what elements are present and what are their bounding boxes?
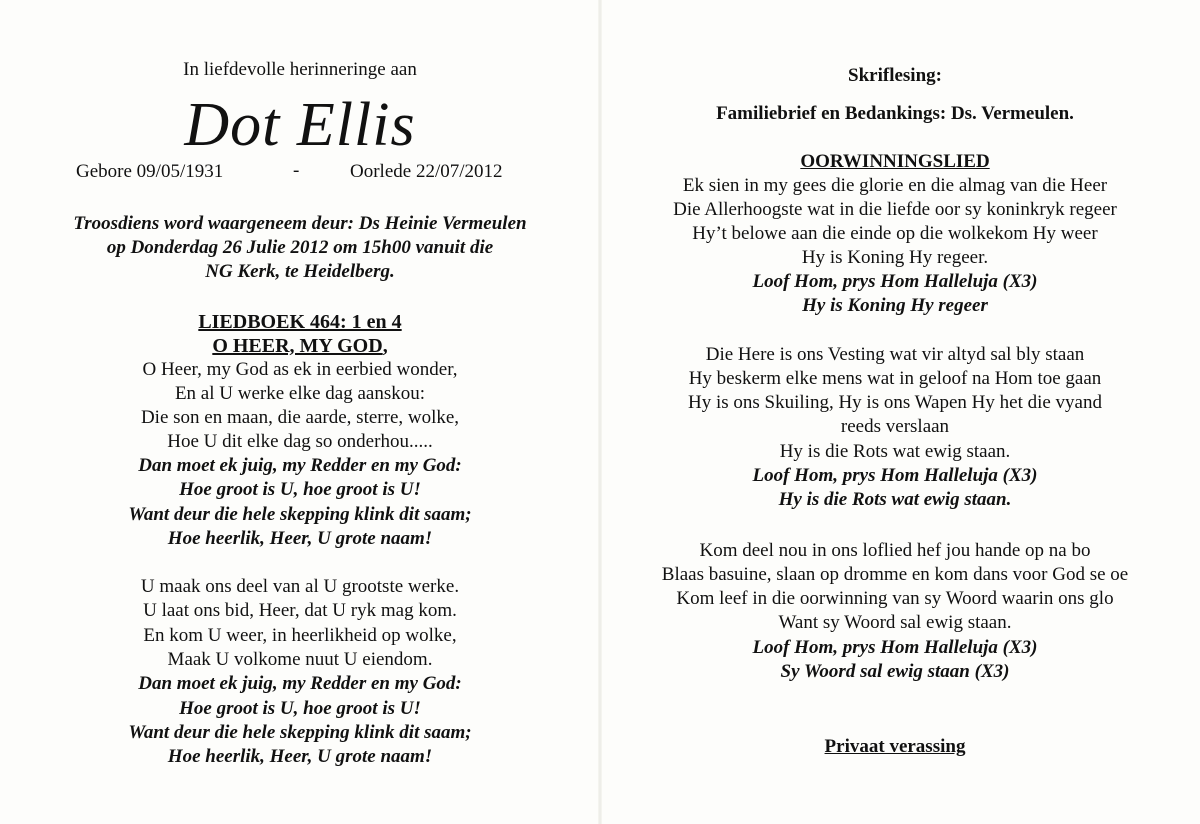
song-line: Hy is Koning Hy regeer. xyxy=(801,247,989,268)
song-line: Kom deel nou in ons loflied hef jou hande op na bo xyxy=(699,540,1091,561)
verse-line: O Heer, my God as ek in eerbied wonder, xyxy=(142,359,458,380)
verse-line: En al U werke elke dag aanskou: xyxy=(174,383,426,404)
hymn-title: O HEER, MY GOD xyxy=(212,335,383,357)
refrain-line: Loof Hom, prys Hom Halleluja (X3) xyxy=(752,465,1038,486)
song-line: Hy is die Rots wat ewig staan. xyxy=(779,441,1011,462)
death-date: Oorlede 22/07/2012 xyxy=(350,161,503,182)
birth-date: Gebore 09/05/1931 xyxy=(76,161,224,182)
right-page xyxy=(600,0,1200,824)
intro-text: In liefdevolle herinneringe aan xyxy=(183,59,417,80)
chorus-line: Dan moet ek juig, my Redder en my God: xyxy=(138,673,462,694)
chorus-line: Hoe heerlik, Heer, U grote naam! xyxy=(167,528,433,549)
song-line: Die Here is ons Vesting wat vir altyd sal bly staan xyxy=(705,344,1085,365)
song-line: Want sy Woord sal ewig staan. xyxy=(778,612,1012,633)
refrain-line: Sy Woord sal ewig staan (X3) xyxy=(780,661,1010,682)
verse-line: Hoe U dit elke dag so onderhou..... xyxy=(167,431,433,452)
date-separator: - xyxy=(293,160,300,181)
verse-line: En kom U weer, in heerlikheid op wolke, xyxy=(143,625,457,646)
closing-note: Privaat verassing xyxy=(824,736,966,757)
song-title: OORWINNINGSLIED xyxy=(800,151,990,172)
song-line: Ek sien in my gees die glorie en die almag van die Heer xyxy=(682,175,1108,196)
chorus-line: Want deur die hele skepping klink dit saam; xyxy=(128,504,472,525)
service-line: NG Kerk, te Heidelberg. xyxy=(205,261,395,282)
song-line: Kom leef in die oorwinning van sy Woord waarin ons glo xyxy=(676,588,1114,609)
chorus-line: Hoe groot is U, hoe groot is U! xyxy=(179,479,421,500)
service-line: op Donderdag 26 Julie 2012 om 15h00 vanuit die xyxy=(106,237,494,258)
refrain-line: Loof Hom, prys Hom Halleluja (X3) xyxy=(752,637,1038,658)
song-line: Hy’t belowe aan die einde op die wolkekom Hy weer xyxy=(692,223,1098,244)
hymn-title-wrap xyxy=(0,334,600,358)
song-line: Hy is ons Skuiling, Hy is ons Wapen Hy het die vyand xyxy=(688,392,1102,413)
scripture-heading: Skriflesing: xyxy=(848,65,942,86)
service-line: Troosdiens word waargeneem deur: Ds Heinie Vermeulen xyxy=(73,213,527,234)
chorus-line: Dan moet ek juig, my Redder en my God: xyxy=(138,455,462,476)
song-line: reeds verslaan xyxy=(840,416,950,437)
chorus-line: Hoe heerlik, Heer, U grote naam! xyxy=(167,746,433,767)
chorus-line: Hoe groot is U, hoe groot is U! xyxy=(179,698,421,719)
family-letter-heading: Familiebrief en Bedankings: Ds. Vermeulen. xyxy=(716,103,1074,124)
refrain-line: Hy is die Rots wat ewig staan. xyxy=(778,489,1012,510)
verse-line: U laat ons bid, Heer, dat U ryk mag kom. xyxy=(143,600,457,621)
song-line: Blaas basuine, slaan op dromme en kom dans voor God se oe xyxy=(661,564,1129,585)
refrain-line: Hy is Koning Hy regeer xyxy=(802,295,988,316)
song-line: Hy beskerm elke mens wat in geloof na Hom toe gaan xyxy=(688,368,1102,389)
verse-line: Die son en maan, die aarde, sterre, wolke, xyxy=(140,407,460,428)
verse-line: Maak U volkome nuut U eiendom. xyxy=(167,649,433,670)
chorus-line: Want deur die hele skepping klink dit saam; xyxy=(128,722,472,743)
hymn-title-suffix: , xyxy=(382,335,388,357)
refrain-line: Loof Hom, prys Hom Halleluja (X3) xyxy=(752,271,1038,292)
hymn-number: LIEDBOEK 464: 1 en 4 xyxy=(198,311,402,333)
deceased-name: Dot Ellis xyxy=(184,91,416,159)
verse-line: U maak ons deel van al U grootste werke. xyxy=(140,576,460,597)
song-line: Die Allerhoogste wat in die liefde oor sy koninkryk regeer xyxy=(673,199,1117,220)
